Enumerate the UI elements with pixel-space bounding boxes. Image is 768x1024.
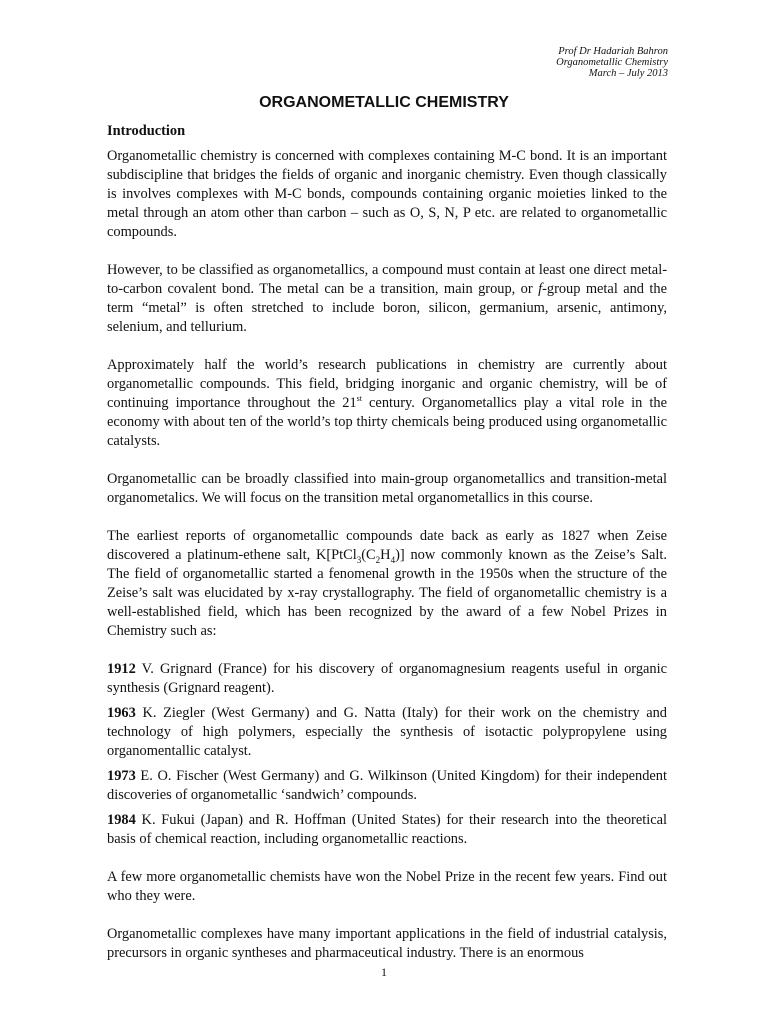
page-header	[556, 46, 668, 79]
paragraph-5-part-a: The earliest reports of organometallic compounds date back as early as 1827 when Zeise discovered a platinum-ethene salt, K[PtCl	[107, 528, 667, 563]
paragraph-6: A few more organometallic chemists have won the Nobel Prize in the recent few years. Find out who they were.	[107, 869, 667, 904]
prize-text: K. Ziegler (West Germany) and G. Natta (Italy) for their work on the chemistry and technology of high polymers, especially the synthesis of isotactic polypropylene using organomentallic catalyst.	[107, 705, 667, 759]
prize-year: 1984	[107, 812, 136, 828]
f-italic: f	[538, 281, 543, 297]
prize-entry-1912	[107, 660, 667, 698]
prize-year: 1912	[107, 661, 136, 677]
prize-entry-1984	[107, 811, 667, 849]
paragraph-3-part-b: century. Organometallics play a vital role in the economy with about ten of the world’s top thirty chemicals being produced using organometallic catalysts.	[107, 395, 667, 449]
paragraph-5-part-b: (C	[361, 547, 376, 563]
header-period: March – July 2013	[588, 68, 668, 79]
paragraph-3-part-a: Approximately half the world’s research publications in chemistry are currently about organometallic compounds. This field, bridging inorganic and organic chemistry, will be of continuing importance throughout the 21	[107, 357, 667, 411]
paragraph-2-part-a: However, to be classified as organometallics, a compound must contain at least one direct metal-to-carbon covalent bond. The metal can be a transition, main group, or	[107, 262, 667, 297]
section-heading: Introduction	[107, 123, 186, 139]
paragraph-2-part-b: -group metal and the term “metal” is often stretched to include boron, silicon, germanium, arsenic, antimony, selenium, and tellurium.	[107, 281, 667, 335]
header-course: Organometallic Chemistry	[556, 57, 668, 68]
subscript-3: 3	[356, 554, 362, 565]
paragraph-5	[107, 527, 667, 641]
superscript-st: st	[356, 394, 362, 404]
prize-text: K. Fukui (Japan) and R. Hoffman (United States) for their research into the theoretical basis of chemical reaction, including organometallic reactions.	[107, 812, 667, 847]
paragraph-5-part-c: H	[380, 547, 391, 563]
paragraph-2	[107, 261, 667, 337]
page-number: 1	[381, 965, 387, 979]
prize-year: 1973	[107, 768, 136, 784]
prize-text: V. Grignard (France) for his discovery of organomagnesium reagents useful in organic synthesis (Grignard reagent).	[107, 661, 667, 696]
header-author: Prof Dr Hadariah Bahron	[558, 46, 668, 57]
subscript-2: 2	[375, 554, 381, 565]
paragraph-5-part-d: )] now commonly known as the Zeise’s Salt. The field of organometallic started a fenomenal growth in the 1950s when the structure of the Zeise’s salt was elucidated by x-ray crystallography. The field of organometallic chemistry is a well-established field, which has been recognized by the award of a few Nobel Prizes in Chemistry such as:	[107, 547, 668, 639]
paragraph-4: Organometallic can be broadly classified into main-group organometallics and transition-metal organometalics. We will focus on the transition metal organometallics in this course.	[107, 471, 667, 506]
subscript-4: 4	[390, 554, 396, 565]
prize-entry-1963	[107, 704, 667, 761]
prize-entry-1973	[107, 767, 667, 805]
document-body	[107, 122, 667, 982]
prize-year: 1963	[107, 705, 136, 721]
paragraph-7: Organometallic complexes have many important applications in the field of industrial catalysis, precursors in organic syntheses and pharmaceutical industry. There is an enormous	[107, 926, 667, 961]
paragraph-1: Organometallic chemistry is concerned with complexes containing M-C bond. It is an important subdiscipline that bridges the fields of organic and inorganic chemistry. Even though classically is involves complexes with M-C bonds, compounds containing organic moieties linked to the metal through an atom other than carbon – such as O, S, N, P etc. are related to organometallic compounds.	[107, 148, 667, 240]
paragraph-3	[107, 356, 667, 451]
prize-text: E. O. Fischer (West Germany) and G. Wilkinson (United Kingdom) for their independent discoveries of organometallic ‘sandwich’ compounds.	[107, 768, 667, 803]
document-title: ORGANOMETALLIC CHEMISTRY	[259, 94, 509, 111]
